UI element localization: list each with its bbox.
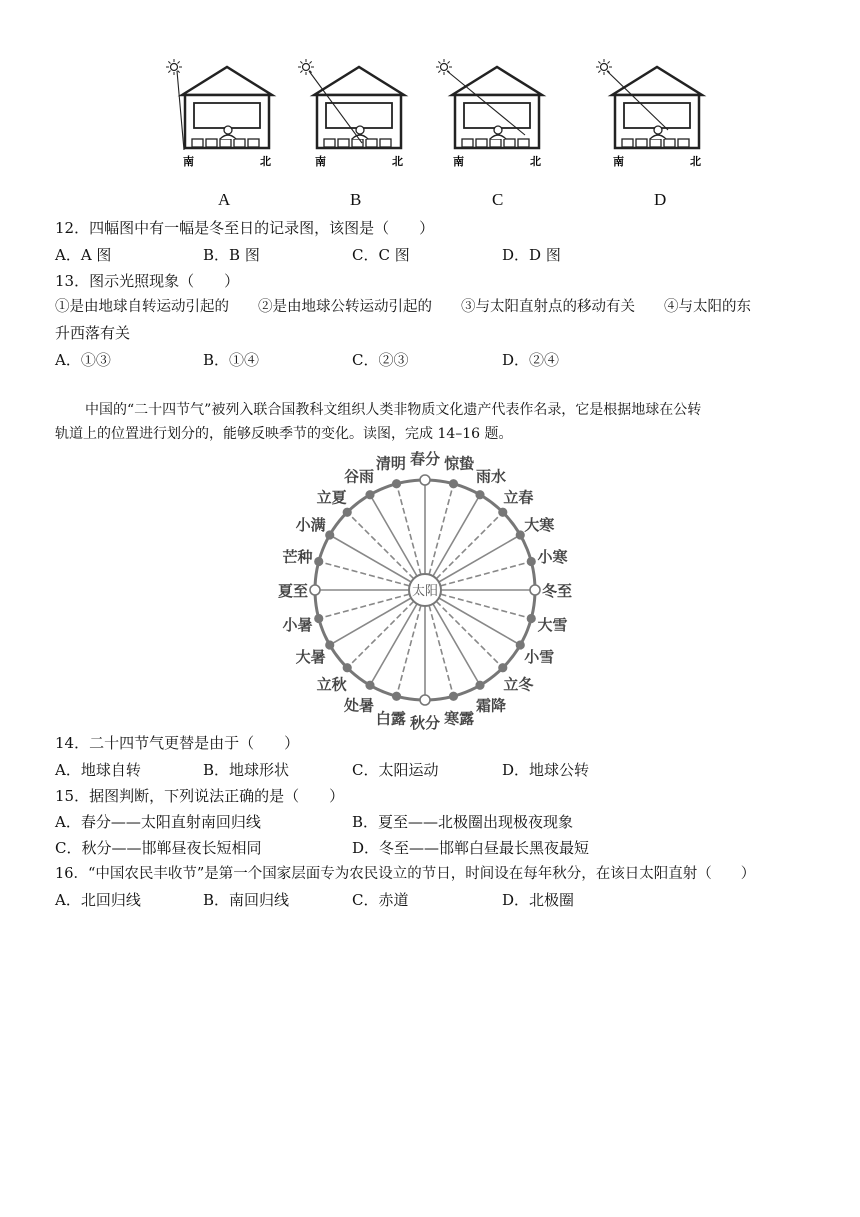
q15-option-a[interactable]: A．春分——太阳直射南回归线 <box>55 813 261 831</box>
floor-tile <box>476 139 487 147</box>
term-label: 谷雨 <box>343 467 375 486</box>
term-label: 大暑 <box>295 648 326 666</box>
q13-statements-line2: 升西落有关 <box>55 324 131 342</box>
term-label: 立冬 <box>503 675 534 694</box>
south-label: 南 <box>453 155 464 168</box>
floor-tile <box>678 139 689 147</box>
term-label: 芒种 <box>282 547 313 566</box>
house-roof <box>612 67 702 95</box>
floor-tile <box>490 139 501 147</box>
south-label: 南 <box>183 155 194 168</box>
term-label: 冬至 <box>541 582 573 600</box>
term-spoke <box>347 601 413 667</box>
term-label: 小寒 <box>537 547 568 566</box>
term-node <box>343 664 351 672</box>
intro-line1: 中国的“二十四节气”被列入联合国教科文组织人类非物质文化遗产代表作名录，它是根据地球在公转 <box>85 402 702 418</box>
term-node <box>476 491 484 499</box>
term-label: 小暑 <box>282 616 313 635</box>
person-icon <box>356 126 364 134</box>
term-label: 寒露 <box>444 709 475 728</box>
south-label: 南 <box>315 155 326 168</box>
term-node <box>366 681 374 689</box>
floor-tile <box>192 139 203 147</box>
term-label: 立夏 <box>316 488 347 507</box>
floor-tile <box>324 139 335 147</box>
house-window <box>464 103 530 128</box>
term-label: 雨水 <box>475 467 507 486</box>
sun-ray <box>168 71 170 73</box>
sun-icon <box>441 64 448 71</box>
term-node <box>326 641 334 649</box>
term-label: 立秋 <box>316 675 347 694</box>
term-node <box>516 531 524 539</box>
term-node <box>516 641 524 649</box>
q16-stem: 16．“中国农民丰收节”是第一个国家层面专为农民设立的节日，时间设在每年秋分，在该日太阳直射（ ） <box>55 866 756 882</box>
q14-option-a[interactable]: A．地球自转 <box>55 761 141 779</box>
house-light-figure <box>150 55 720 170</box>
term-label: 大雪 <box>537 616 568 635</box>
floor-tile <box>664 139 675 147</box>
term-label: 处暑 <box>343 696 375 715</box>
term-label: 春分 <box>409 450 441 468</box>
q14-option-c[interactable]: C．太阳运动 <box>352 761 439 779</box>
term-node <box>326 531 334 539</box>
term-spoke <box>436 512 502 578</box>
house-roof <box>314 67 404 95</box>
q14-option-b[interactable]: B．地球形状 <box>203 761 290 779</box>
term-label: 夏至 <box>277 582 309 600</box>
sun-label: 太阳 <box>411 584 439 599</box>
sun-icon <box>601 64 608 71</box>
term-label: 清明 <box>375 454 406 473</box>
sun-ray <box>438 61 440 63</box>
house-label-c: C <box>492 190 504 209</box>
term-node <box>499 508 507 516</box>
sun-ray <box>178 71 180 73</box>
term-label: 立春 <box>503 488 534 507</box>
term-node <box>310 585 320 595</box>
sun-ray <box>300 61 302 63</box>
q13-option-b[interactable]: B．①④ <box>203 351 260 369</box>
term-label: 白露 <box>375 709 406 728</box>
intro-line2: 轨道上的位置进行划分的，能够反映季节的变化。读图，完成 14–16 题。 <box>55 426 513 442</box>
house-window <box>624 103 690 128</box>
floor-tile <box>504 139 515 147</box>
north-label: 北 <box>530 155 541 168</box>
term-label: 小雪 <box>524 648 555 666</box>
house-label-a: A <box>218 190 231 209</box>
term-node <box>343 508 351 516</box>
term-spoke <box>347 512 413 578</box>
floor-tile <box>220 139 231 147</box>
q13-option-d[interactable]: D．②④ <box>502 351 560 369</box>
term-node <box>315 558 323 566</box>
q15-option-b[interactable]: B．夏至——北极圈出现极夜现象 <box>352 813 574 831</box>
sun-ray <box>310 61 312 63</box>
q15-stem: 15．据图判断，下列说法正确的是（ ） <box>55 787 345 805</box>
floor-tile <box>462 139 473 147</box>
term-spoke <box>436 601 502 667</box>
term-node <box>420 695 430 705</box>
sun-ray <box>300 71 302 73</box>
house-b <box>298 59 404 168</box>
term-label: 秋分 <box>409 714 441 730</box>
floor-tile <box>366 139 377 147</box>
q12-option-a[interactable]: A．A 图 <box>55 246 112 264</box>
sun-ray <box>178 61 180 63</box>
term-node <box>393 692 401 700</box>
floor-tile <box>518 139 529 147</box>
q13-statements-line1: ①是由地球自转运动引起的 ②是由地球公转运动引起的 ③与太阳直射点的移动有关 ④与太阳的东 <box>55 299 751 315</box>
term-node <box>393 480 401 488</box>
person-icon <box>494 126 502 134</box>
term-label: 霜降 <box>475 696 507 715</box>
q13-stem: 13．图示光照现象（ ） <box>55 272 240 290</box>
term-node <box>499 664 507 672</box>
term-node <box>476 681 484 689</box>
q12-option-c[interactable]: C．C 图 <box>352 246 410 264</box>
floor-tile <box>234 139 245 147</box>
q15-option-c[interactable]: C．秋分——邯郸昼夜长短相同 <box>55 839 262 857</box>
north-label: 北 <box>690 155 701 168</box>
person-icon <box>654 126 662 134</box>
sun-ray <box>598 71 600 73</box>
floor-tile <box>380 139 391 147</box>
q16-option-b[interactable]: B．南回归线 <box>203 891 290 909</box>
house-label-b: B <box>350 190 362 209</box>
sun-ray <box>598 61 600 63</box>
house-c <box>436 59 542 168</box>
term-node <box>450 480 458 488</box>
intro-paragraph <box>55 398 815 446</box>
solar-terms-figure <box>260 448 600 730</box>
house-d <box>596 59 702 168</box>
term-label: 大寒 <box>524 516 555 534</box>
floor-tile <box>650 139 661 147</box>
light-ray <box>177 71 184 150</box>
q14-option-d[interactable]: D．地球公转 <box>502 761 590 779</box>
sun-ray <box>438 71 440 73</box>
term-node <box>527 558 535 566</box>
q12-option-b[interactable]: B．B 图 <box>203 246 260 264</box>
sun-icon <box>171 64 178 71</box>
sun-ray <box>168 61 170 63</box>
house-window <box>194 103 260 128</box>
sun-ray <box>448 61 450 63</box>
floor-tile <box>248 139 259 147</box>
north-label: 北 <box>392 155 403 168</box>
house-label-d: D <box>654 190 667 209</box>
term-node <box>527 615 535 623</box>
sun-ray <box>608 61 610 63</box>
floor-tile <box>622 139 633 147</box>
term-node <box>315 615 323 623</box>
term-node <box>366 491 374 499</box>
floor-tile <box>636 139 647 147</box>
person-icon <box>224 126 232 134</box>
south-label: 南 <box>613 155 624 168</box>
floor-tile <box>338 139 349 147</box>
floor-tile <box>206 139 217 147</box>
north-label: 北 <box>260 155 271 168</box>
term-label: 小满 <box>295 516 326 534</box>
q12-stem: 12．四幅图中有一幅是冬至日的记录图，该图是（ ） <box>55 219 435 237</box>
q16-option-a[interactable]: A．北回归线 <box>55 891 141 909</box>
q12-option-d[interactable]: D．D 图 <box>502 246 561 264</box>
term-node <box>530 585 540 595</box>
sun-icon <box>303 64 310 71</box>
house-roof <box>182 67 272 95</box>
term-node <box>450 692 458 700</box>
q15-option-d[interactable]: D．冬至——邯郸白昼最长黑夜最短 <box>352 839 590 857</box>
q14-stem: 14．二十四节气更替是由于（ ） <box>55 734 300 752</box>
q16-option-c[interactable]: C．赤道 <box>352 891 409 909</box>
term-node <box>420 475 430 485</box>
q16-option-d[interactable]: D．北极圈 <box>502 891 575 909</box>
q13-option-a[interactable]: A．①③ <box>55 351 111 369</box>
q13-option-c[interactable]: C．②③ <box>352 351 409 369</box>
term-label: 惊蛰 <box>444 454 475 473</box>
house-a <box>166 59 272 168</box>
house-roof <box>452 67 542 95</box>
